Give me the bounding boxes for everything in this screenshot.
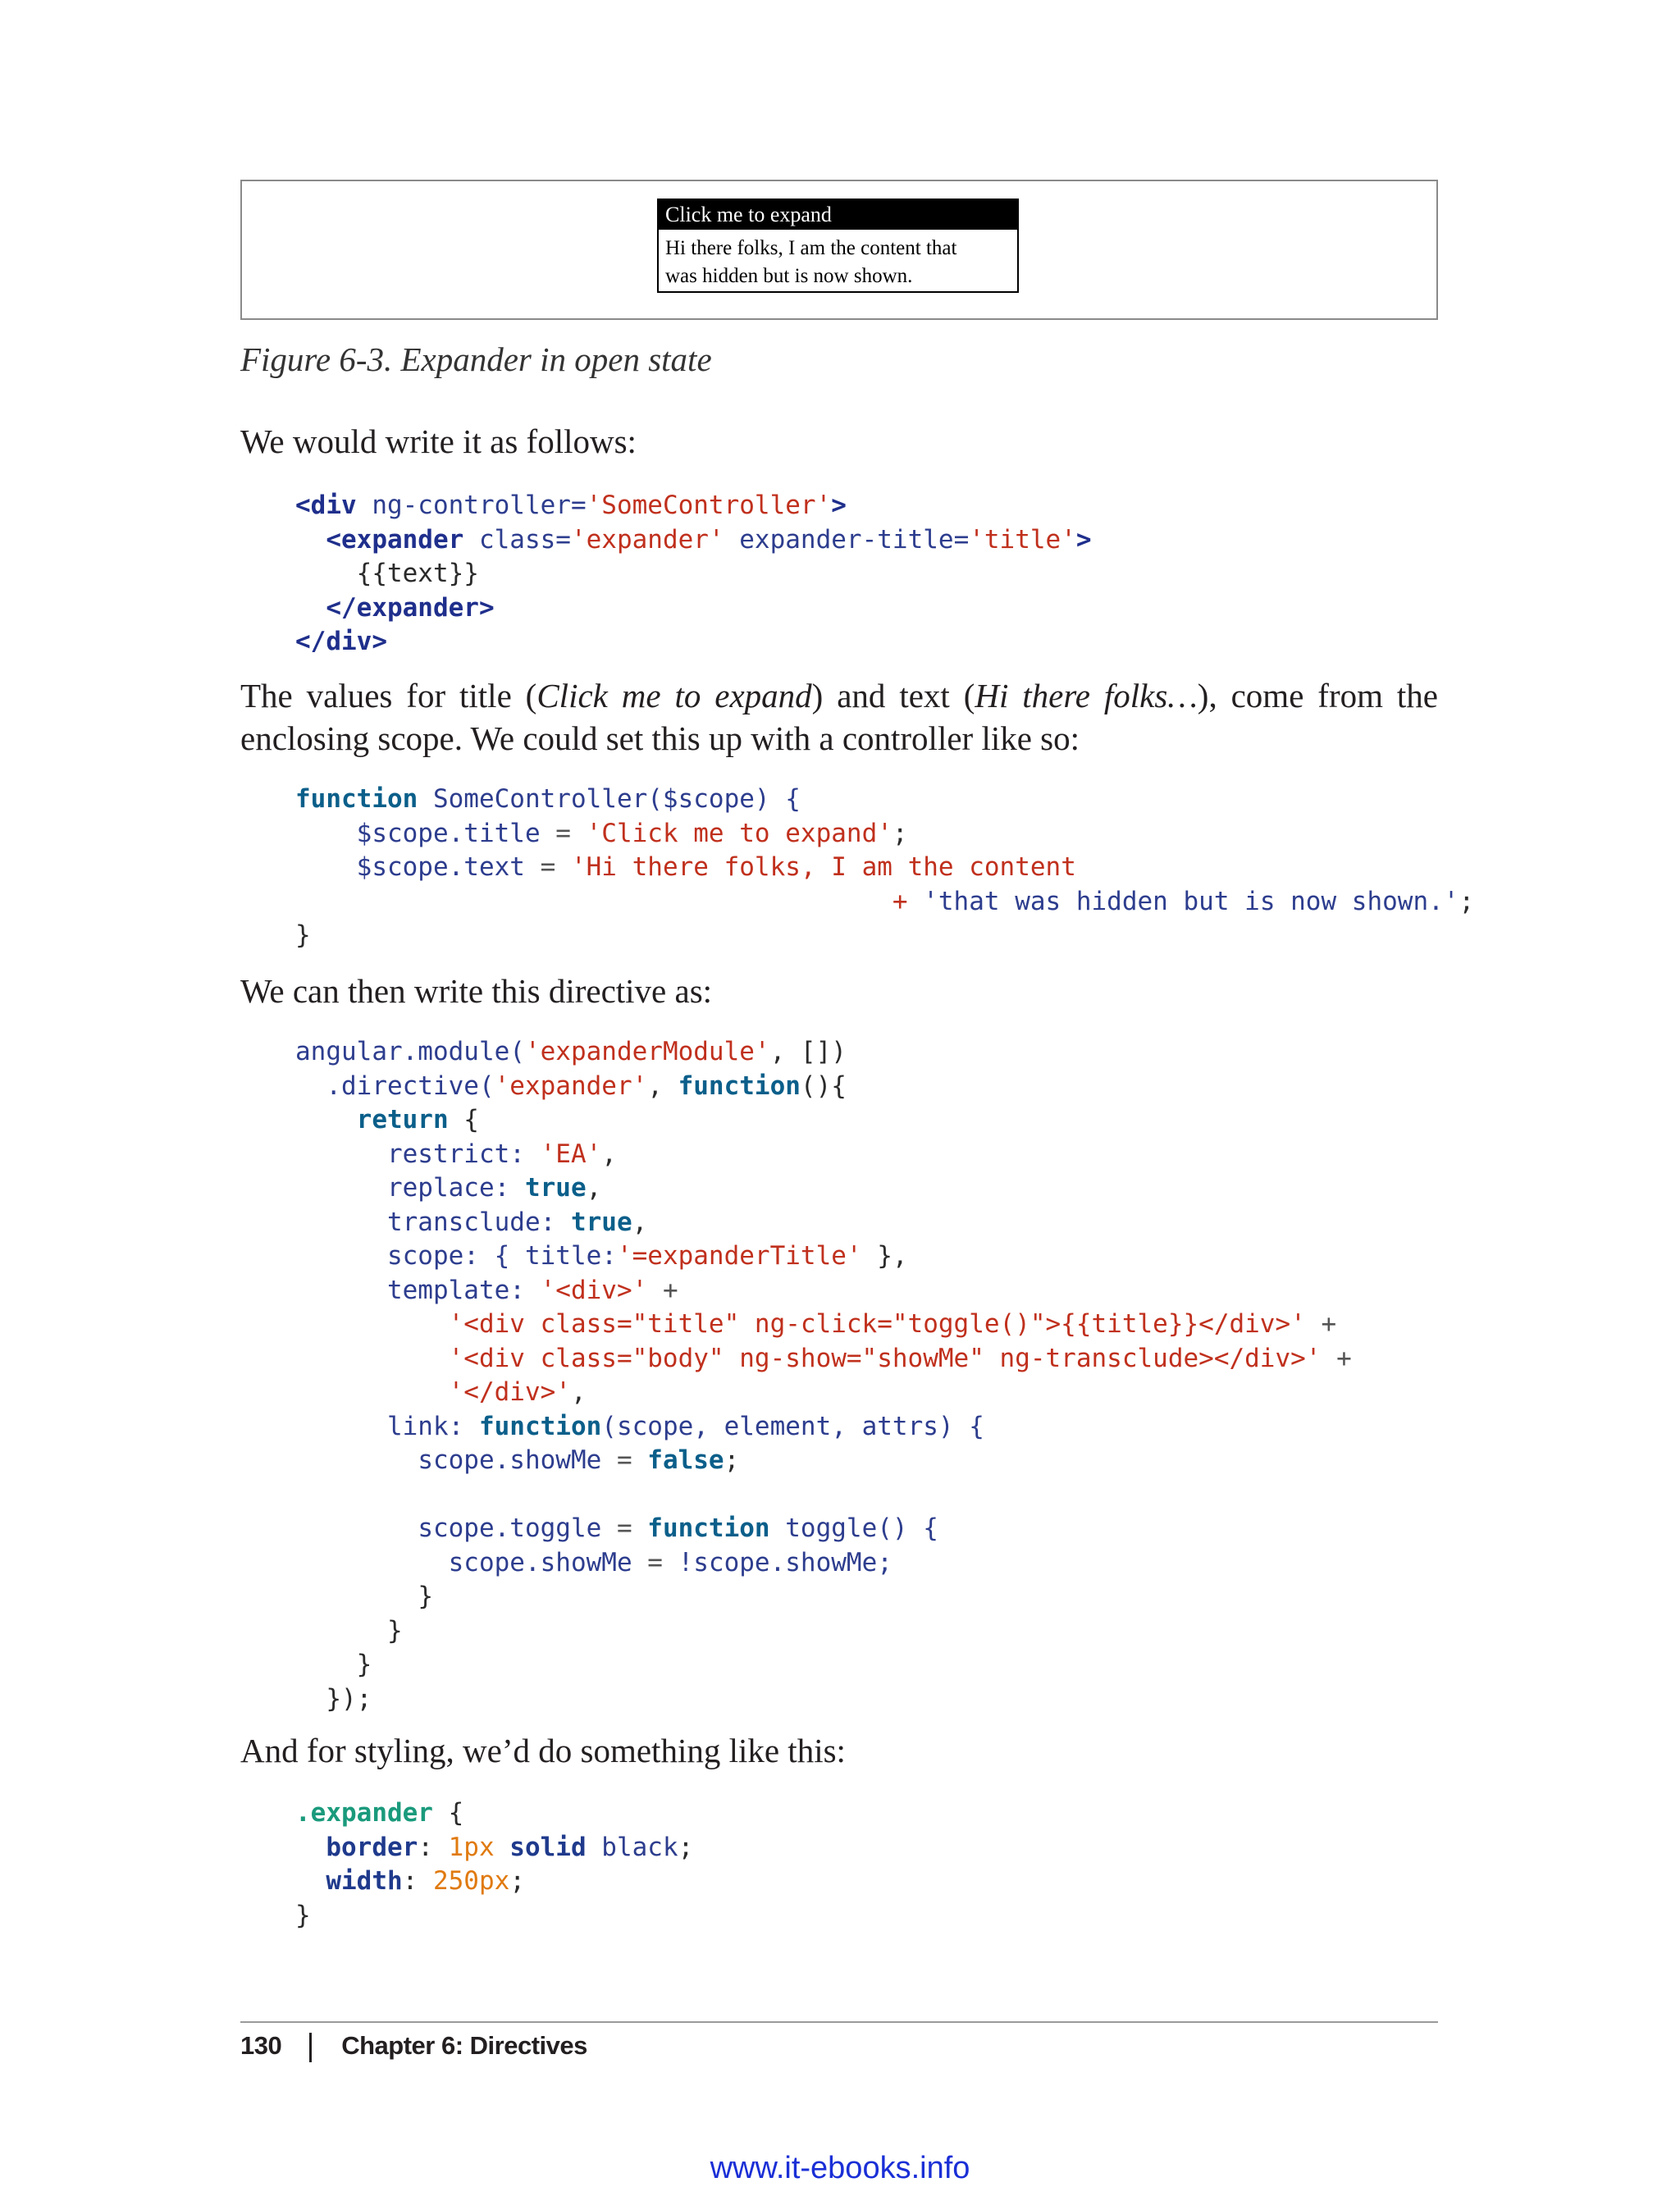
- code-token: ,: [632, 1207, 648, 1237]
- expander-body-line: was hidden but is now shown.: [665, 265, 913, 287]
- code-token: =: [524, 852, 571, 882]
- code-token: .directive(: [326, 1071, 495, 1101]
- code-token: , []): [769, 1037, 847, 1066]
- code-token: 'Hi there folks, I am the content: [570, 852, 1076, 882]
- figure-caption: Figure 6-3. Expander in open state: [240, 340, 712, 378]
- code-token: 'expanderModule': [524, 1037, 770, 1066]
- code-token: '<div class="title" ng-click="toggle()">{{title}}</div>': [448, 1309, 1306, 1339]
- code-token: $scope.text: [356, 852, 525, 882]
- text-run: The values for title (: [240, 677, 537, 714]
- code-token: transclude:: [386, 1207, 556, 1237]
- code-token: 'EA': [524, 1139, 602, 1169]
- code-token: toggle() {: [769, 1513, 938, 1543]
- code-token: </expander>: [326, 592, 495, 623]
- code-token: function: [463, 1411, 602, 1441]
- code-token: +: [647, 1275, 678, 1305]
- code-token: +: [892, 886, 924, 916]
- code-token: :: [418, 1832, 449, 1862]
- code-token: +: [1321, 1343, 1352, 1373]
- footer-separator: [309, 2033, 312, 2062]
- code-token: {: [432, 1798, 464, 1828]
- chapter-title: Chapter 6: Directives: [341, 2031, 587, 2060]
- code-token: (scope, element, attrs) {: [601, 1411, 984, 1441]
- text-run: ), come from the enclosing scope. We could set this up with a controller like so:: [240, 677, 1438, 757]
- code-token: scope: { title:: [386, 1241, 617, 1271]
- text-run: ) and text (: [811, 677, 975, 714]
- code-token: width: [326, 1866, 403, 1896]
- code-token: expander-title=: [724, 524, 970, 555]
- code-token: return: [356, 1105, 449, 1134]
- code-token: function: [647, 1513, 770, 1543]
- code-token: }: [386, 1615, 403, 1646]
- code-token: });: [326, 1683, 372, 1714]
- code-token: (){: [800, 1071, 847, 1101]
- code-token: {: [448, 1105, 479, 1134]
- paragraph: And for styling, we’d do something like this:: [240, 1732, 846, 1769]
- code-token: template:: [386, 1275, 525, 1305]
- code-token: ,: [586, 1173, 602, 1203]
- emphasis: Click me to expand: [536, 677, 812, 714]
- code-token: !scope.showMe;: [678, 1547, 892, 1577]
- code-token: function: [678, 1071, 801, 1101]
- code-token: 'expander': [570, 524, 724, 555]
- code-token: {{text}}: [356, 559, 479, 588]
- code-token: angular.module(: [295, 1037, 525, 1066]
- code-token: $scope.title: [356, 818, 541, 848]
- code-token: =: [632, 1547, 678, 1577]
- code-block-controller: [295, 783, 1474, 953]
- code-token: scope.showMe: [448, 1547, 632, 1577]
- code-token: true: [509, 1173, 587, 1203]
- code-token: restrict:: [386, 1139, 525, 1169]
- code-token: }: [295, 920, 311, 950]
- code-token: border: [326, 1832, 418, 1862]
- code-token: }: [418, 1582, 433, 1611]
- code-block-css: [295, 1796, 693, 1933]
- page-footer: [240, 2031, 587, 2062]
- code-token: 'SomeController': [586, 491, 832, 520]
- code-token: scope.toggle: [418, 1513, 602, 1543]
- code-token: replace:: [386, 1173, 510, 1203]
- code-token: =: [540, 818, 587, 848]
- code-token: .expander: [295, 1798, 433, 1828]
- emphasis: Hi there folks…: [975, 677, 1198, 714]
- code-block-html: [295, 489, 1092, 660]
- watermark-link[interactable]: www.it-ebooks.info: [710, 2151, 970, 2185]
- code-token: ng-controller=: [356, 491, 587, 520]
- code-token: =: [601, 1445, 648, 1475]
- footer-divider: [240, 2021, 1438, 2023]
- code-token: ;: [678, 1832, 694, 1862]
- code-token: ,: [601, 1139, 617, 1169]
- code-token: black: [586, 1832, 678, 1862]
- code-token: 'title': [969, 524, 1076, 555]
- code-token: '<div>': [524, 1275, 648, 1305]
- paragraph: We would write it as follows:: [240, 422, 637, 460]
- code-token: }: [356, 1650, 372, 1679]
- code-token: }: [295, 1900, 311, 1930]
- code-token: ;: [1459, 886, 1475, 916]
- code-token: 'that was hidden but is now shown.': [923, 886, 1459, 916]
- paragraph: We can then write this directive as:: [240, 972, 713, 1010]
- code-token: 'Click me to expand': [586, 818, 892, 848]
- page-number: 130: [240, 2031, 282, 2060]
- code-token: ;: [509, 1866, 525, 1896]
- code-token: ;: [724, 1445, 740, 1475]
- code-token: 250px: [432, 1866, 510, 1896]
- code-token: 1px: [448, 1832, 495, 1862]
- code-token: <div: [295, 491, 357, 520]
- code-token: false: [647, 1445, 724, 1475]
- paragraph: [240, 674, 1438, 760]
- code-token: '=expanderTitle': [616, 1241, 862, 1271]
- expander-body: [659, 230, 1017, 290]
- code-token: +: [1305, 1309, 1337, 1339]
- code-token: <expander: [326, 524, 464, 555]
- code-token: ,: [570, 1377, 587, 1407]
- code-token: 'expander': [494, 1071, 648, 1101]
- code-token: solid: [494, 1832, 587, 1862]
- code-token: :: [402, 1866, 433, 1896]
- code-block-directive: [295, 1035, 1352, 1716]
- code-token: scope.showMe: [418, 1445, 602, 1475]
- code-token: link:: [386, 1411, 464, 1441]
- code-token: </div>: [295, 627, 387, 656]
- code-token: ,: [647, 1071, 678, 1101]
- code-token: },: [861, 1241, 908, 1271]
- code-token: SomeController($scope) {: [418, 784, 801, 814]
- code-token: >: [831, 491, 847, 520]
- code-token: ;: [892, 818, 908, 848]
- code-token: =: [601, 1513, 648, 1543]
- code-token: '<div class="body" ng-show="showMe" ng-transclude></div>': [448, 1343, 1322, 1373]
- expander-title[interactable]: Click me to expand: [659, 200, 1017, 230]
- expander-widget: [657, 199, 1019, 293]
- code-token: function: [295, 784, 418, 814]
- code-token: true: [555, 1207, 632, 1237]
- code-token: class=: [463, 524, 571, 555]
- expander-body-line: Hi there folks, I am the content that: [665, 237, 957, 259]
- code-token: '</div>': [448, 1377, 571, 1407]
- code-token: >: [1075, 524, 1092, 555]
